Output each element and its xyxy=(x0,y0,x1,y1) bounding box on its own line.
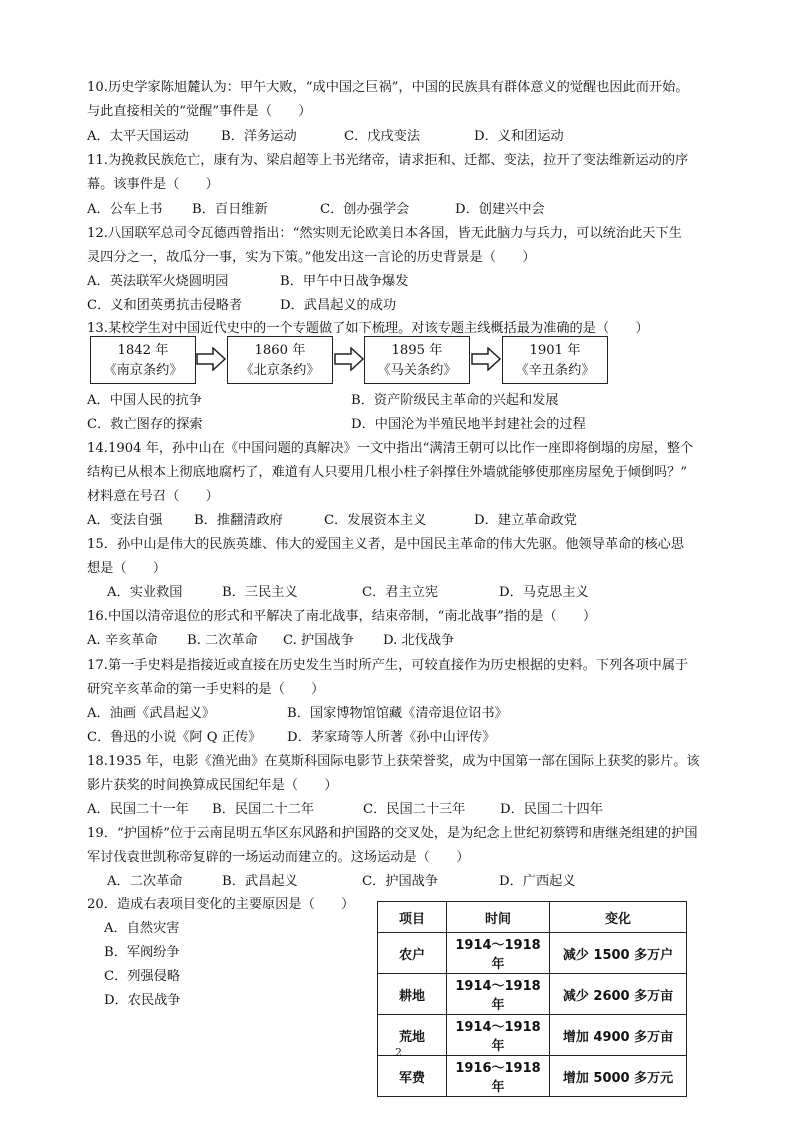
table-cell: 1916～1918 年 xyxy=(447,1056,550,1097)
timeline-treaty: 《北京条约》 xyxy=(240,363,320,378)
q11-stem-line2: 幕。该事件是（ ） xyxy=(87,177,219,192)
table-cell: 减少 2600 多万亩 xyxy=(550,974,687,1015)
q18-option-c: C．民国二十三年 xyxy=(363,802,466,817)
table-row xyxy=(378,1056,687,1097)
table-row xyxy=(378,1015,687,1056)
timeline-year: 1901 年 xyxy=(529,343,581,358)
table-row xyxy=(378,933,687,974)
q10-stem-line1: 10.历史学家陈旭麓认为：甲午大败，“成中国之巨祸”，中国的民族具有群体意义的觉醒也因此而开始。 xyxy=(87,80,689,95)
q17-stem-line1: 17.第一手史料是指接近或直接在历史发生当时所产生，可较直接作为历史根据的史料。下列各项中属于 xyxy=(87,658,689,673)
table-header-cell: 时间 xyxy=(447,902,550,933)
q19-option-d: D．广西起义 xyxy=(499,874,576,889)
timeline-year: 1860 年 xyxy=(254,343,306,358)
q17-option-b: B．国家博物馆馆藏《清帝退位诏书》 xyxy=(287,706,508,721)
q17-option-d: D．茅家琦等人所著《孙中山评传》 xyxy=(287,730,496,745)
q20-data-table xyxy=(377,901,687,1097)
q10-option-a: A．太平天国运动 xyxy=(87,129,189,144)
q16-option-d: D. 北伐战争 xyxy=(383,633,455,648)
right-arrow-icon xyxy=(334,347,364,371)
q19-option-b: B．武昌起义 xyxy=(222,874,298,889)
table-cell: 军费 xyxy=(378,1056,447,1097)
table-header-cell: 项目 xyxy=(378,902,447,933)
q14-stem-line2: 结构已从根本上彻底地腐朽了，难道有人只要用几根小柱子斜撑住外墙就能够使那座房屋免于倾倒吗？” xyxy=(87,465,688,480)
q20-option-b: B．军阀纷争 xyxy=(104,945,180,960)
timeline-treaty: 《南京条约》 xyxy=(103,363,183,378)
q13-timeline-box-2 xyxy=(227,336,333,384)
table-header-row xyxy=(378,902,687,933)
table-cell: 荒地 xyxy=(378,1015,447,1056)
q10-stem-line2: 与此直接相关的“觉醒”事件是（ ） xyxy=(87,104,312,119)
q14-option-c: C．发展资本主义 xyxy=(324,513,427,528)
table-cell: 1914～1918 年 xyxy=(447,974,550,1015)
q18-option-a: A．民国二十一年 xyxy=(87,802,189,817)
q17-option-a: A．油画《武昌起义》 xyxy=(87,706,216,721)
q12-option-d: D．武昌起义的成功 xyxy=(280,298,397,313)
q20-stem-line1: 20．造成右表项目变化的主要原因是（ ） xyxy=(87,897,355,912)
q13-option-c: C．救亡图存的探索 xyxy=(87,417,203,432)
q18-option-d: D．民国二十四年 xyxy=(500,802,603,817)
q18-stem-line2: 影片获奖的时间换算成民国纪年是（ ） xyxy=(87,778,338,793)
q16-option-c: C. 护国战争 xyxy=(283,633,354,648)
table-cell: 农户 xyxy=(378,933,447,974)
q17-stem-line2: 研究辛亥革命的第一手史料的是（ ） xyxy=(87,682,325,697)
q19-option-c: C．护国战争 xyxy=(362,874,439,889)
q19-stem-line1: 19．“护国桥”位于云南昆明五华区东风路和护国路的交叉处，是为纪念上世纪初蔡锷和唐继尧组建的护国 xyxy=(87,826,698,841)
q20-option-d: D．农民战争 xyxy=(104,993,181,1008)
table-cell: 耕地 xyxy=(378,974,447,1015)
q18-stem-line1: 18.1935 年，电影《渔光曲》在莫斯科国际电影节上获荣誉奖，成为中国第一部在国际上获奖的影片。该 xyxy=(87,754,700,769)
table-cell: 增加 5000 多万元 xyxy=(550,1056,687,1097)
table-cell: 1914～1918 年 xyxy=(447,1015,550,1056)
timeline-year: 1842 年 xyxy=(117,343,169,358)
timeline-year: 1895 年 xyxy=(391,343,443,358)
q12-option-a: A．英法联军火烧圆明园 xyxy=(87,274,229,289)
q11-option-b: B．百日维新 xyxy=(192,202,268,217)
q19-stem-line2: 军讨伐袁世凯称帝复辟的一场运动而建立的。这场运动是（ ） xyxy=(87,850,470,865)
q15-option-a: A．实业救国 xyxy=(107,585,183,600)
q20-option-a: A．自然灾害 xyxy=(104,921,180,936)
q12-option-b: B．甲午中日战争爆发 xyxy=(280,274,409,289)
page-number: 2 xyxy=(395,1046,402,1059)
q12-option-c: C．义和团英勇抗击侵略者 xyxy=(87,298,243,313)
table-header-cell: 变化 xyxy=(550,902,687,933)
table-cell: 减少 1500 多万户 xyxy=(550,933,687,974)
q13-timeline-box-1 xyxy=(90,336,196,384)
q20-option-c: C．列强侵略 xyxy=(104,969,181,984)
q16-option-a: A. 辛亥革命 xyxy=(87,633,158,648)
q16-stem-line1: 16.中国以清帝退位的形式和平解决了南北战事，结束帝制，“南北战事”指的是（ ） xyxy=(87,609,597,624)
q13-option-b: B．资产阶级民主革命的兴起和发展 xyxy=(351,393,559,408)
q14-stem-line1: 14.1904 年，孙中山在《中国问题的真解决》一文中指出“满清王朝可以比作一座即将倒塌的房屋，整个 xyxy=(87,441,694,456)
q15-option-d: D．马克思主义 xyxy=(499,585,589,600)
q11-option-d: D．创建兴中会 xyxy=(455,202,545,217)
q10-option-c: C．戊戌变法 xyxy=(344,129,421,144)
timeline-treaty: 《辛丑条约》 xyxy=(515,363,595,378)
right-arrow-icon xyxy=(471,347,501,371)
q19-option-a: A．二次革命 xyxy=(107,874,183,889)
q14-option-b: B．推翻清政府 xyxy=(194,513,283,528)
q14-option-a: A．变法自强 xyxy=(87,513,163,528)
q15-option-b: B．三民主义 xyxy=(222,585,298,600)
q14-option-d: D．建立革命政党 xyxy=(474,513,577,528)
q13-timeline-box-3 xyxy=(364,336,470,384)
right-arrow-icon xyxy=(196,347,226,371)
q13-timeline-box-4 xyxy=(502,336,608,384)
q16-option-b: B. 二次革命 xyxy=(187,633,258,648)
table-row xyxy=(378,974,687,1015)
q18-option-b: B．民国二十二年 xyxy=(212,802,315,817)
q14-stem-line3: 材料意在号召（ ） xyxy=(87,489,219,504)
q13-stem-line1: 13.某校学生对中国近代史中的一个专题做了如下梳理。对该专题主线概括最为准确的是（ ） xyxy=(87,321,649,336)
q13-option-a: A．中国人民的抗争 xyxy=(87,393,203,408)
q10-option-b: B．洋务运动 xyxy=(221,129,297,144)
q10-option-d: D．义和团运动 xyxy=(474,129,564,144)
q13-option-d: D．中国沦为半殖民地半封建社会的过程 xyxy=(351,417,586,432)
q12-stem-line1: 12.八国联军总司令瓦德西曾指出：“然实则无论欧美日本各国，皆无此脑力与兵力，可以统治此天下生 xyxy=(87,226,682,241)
q11-option-a: A．公车上书 xyxy=(87,202,163,217)
table-cell: 增加 4900 多万亩 xyxy=(550,1015,687,1056)
table-cell: 1914～1918 年 xyxy=(447,933,550,974)
timeline-treaty: 《马关条约》 xyxy=(377,363,457,378)
q11-stem-line1: 11.为挽救民族危亡，康有为、梁启超等上书光绪帝，请求拒和、迁都、变法，拉开了变法维新运动的序 xyxy=(87,153,689,168)
q12-stem-line2: 灵四分之一，故瓜分一事，实为下策。”他发出这一言论的历史背景是（ ） xyxy=(87,250,536,265)
q15-option-c: C．君主立宪 xyxy=(362,585,439,600)
q15-stem-line2: 想是（ ） xyxy=(87,561,167,576)
q11-option-c: C．创办强学会 xyxy=(320,202,410,217)
q17-option-c: C．鲁迅的小说《阿 Q 正传》 xyxy=(87,730,262,745)
q15-stem-line1: 15．孙中山是伟大的民族英雄、伟大的爱国主义者，是中国民主革命的伟大先驱。他领导革命的核心思 xyxy=(87,537,685,552)
